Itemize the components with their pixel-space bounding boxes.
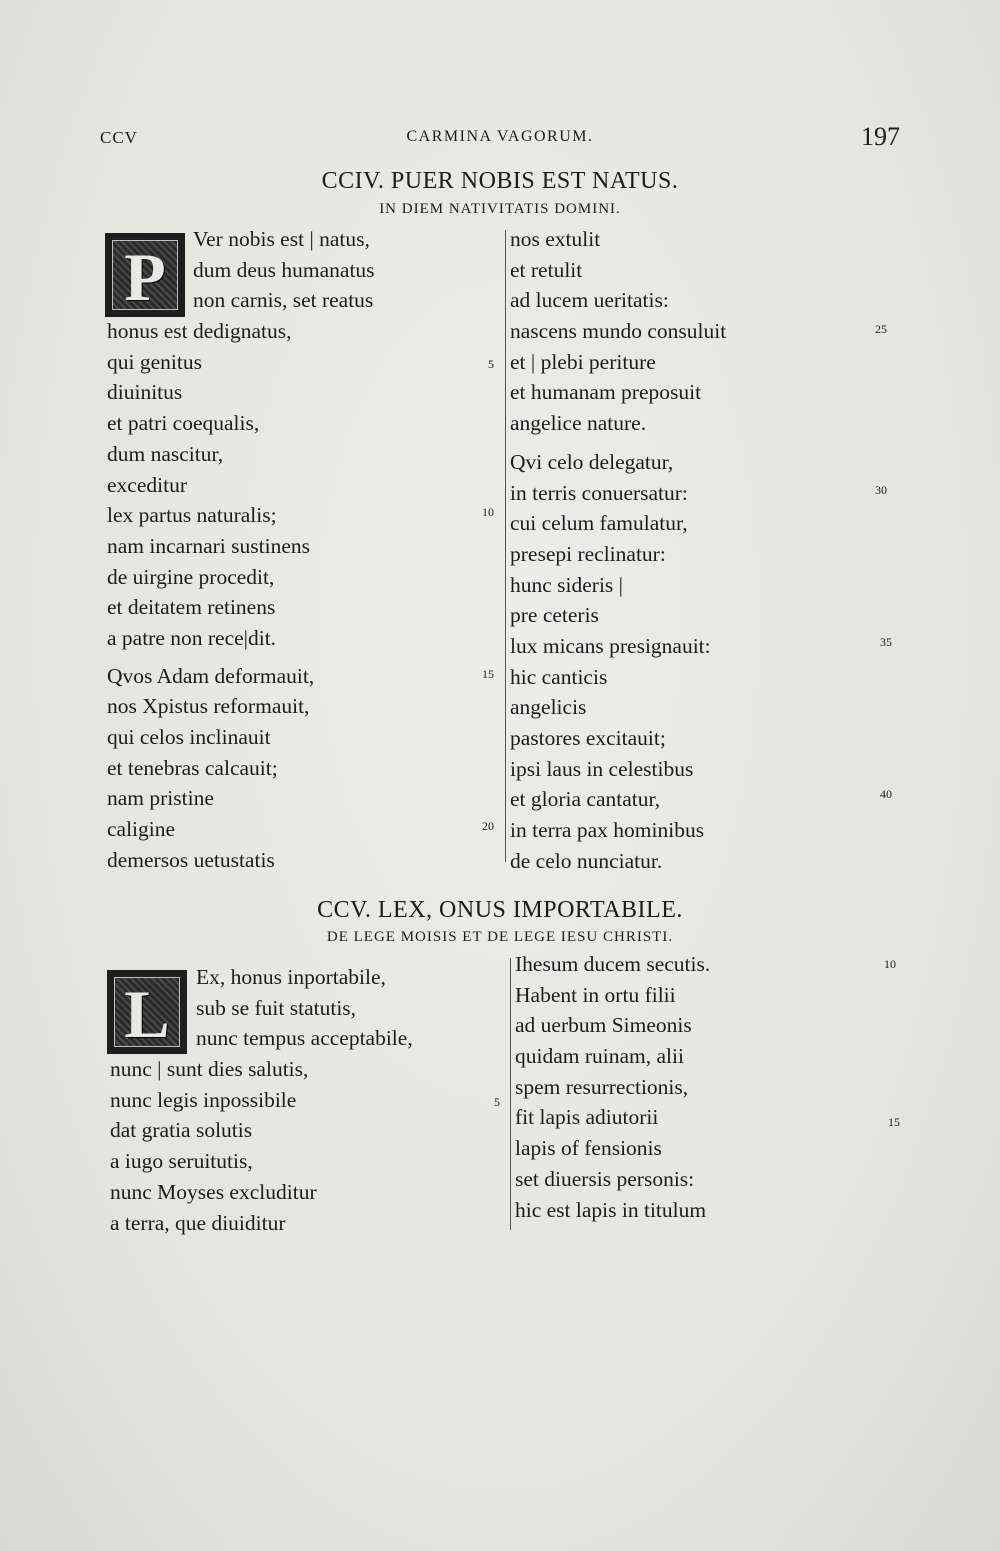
line-number: 30 bbox=[875, 483, 887, 497]
verse-line: a iugo seruitutis, bbox=[110, 1149, 253, 1174]
verse-line: pre ceteris bbox=[510, 603, 599, 628]
verse-line: et tenebras calcauit; bbox=[107, 755, 278, 780]
verse-line: lex partus naturalis; bbox=[107, 503, 277, 528]
verse-line: set diuersis personis: bbox=[515, 1166, 695, 1191]
verse-line: dat gratia solutis bbox=[110, 1118, 253, 1143]
verse-line: demersos uetustatis bbox=[107, 847, 275, 872]
line-number: 35 bbox=[880, 635, 892, 649]
verse-line: lux micans presignauit: bbox=[510, 633, 711, 658]
verse-line: de celo nunciatur. bbox=[510, 848, 663, 873]
line-number: 5 bbox=[494, 1095, 500, 1109]
poem-left-column bbox=[110, 962, 500, 1238]
verse-line: honus est dedignatus, bbox=[107, 319, 292, 344]
verse-line: et | plebi periture bbox=[510, 349, 656, 374]
verse-line: hic est lapis in titulum bbox=[515, 1197, 707, 1222]
verse-line: ad uerbum Simeonis bbox=[515, 1013, 692, 1038]
verse-line: quidam ruinam, alii bbox=[515, 1044, 684, 1069]
verse-line: nos extulit bbox=[510, 227, 601, 251]
verse-line: in terra pax hominibus bbox=[510, 818, 705, 843]
verse-line: fit lapis adiutorii bbox=[515, 1105, 659, 1130]
verse-line: nunc Moyses excluditur bbox=[110, 1179, 317, 1204]
verse-line: ipsi laus in celestibus bbox=[510, 756, 694, 781]
section-number: CCV bbox=[100, 128, 138, 147]
initial-letter: L bbox=[124, 976, 170, 1052]
verse-line: qui genitus bbox=[107, 349, 202, 374]
line-number: 20 bbox=[482, 819, 494, 833]
poem-title: CCV. LEX, ONUS IMPORTABILE. bbox=[317, 897, 683, 923]
verse-line: caligine bbox=[107, 817, 176, 842]
verse-line: nam incarnari sustinens bbox=[107, 533, 311, 558]
verse-line: nunc | sunt dies salutis, bbox=[110, 1057, 309, 1082]
verse-line: diuinitus bbox=[107, 380, 183, 405]
running-title: CARMINA VAGORUM. bbox=[406, 128, 594, 145]
line-number: 25 bbox=[875, 322, 887, 336]
verse-line: nam pristine bbox=[107, 786, 214, 811]
line-number: 10 bbox=[884, 957, 896, 971]
verse-line: Habent in ortu filii bbox=[515, 982, 676, 1007]
verse-line: spem resurrectionis, bbox=[515, 1074, 689, 1099]
verse-line: in terris conuersatur: bbox=[510, 480, 688, 505]
page-number: 197 bbox=[861, 122, 900, 151]
poem-right-column bbox=[510, 224, 870, 876]
line-number: 40 bbox=[880, 787, 892, 801]
line-number: 5 bbox=[488, 357, 494, 371]
verse-line: pastores excitauit; bbox=[510, 726, 666, 750]
line-number: 10 bbox=[482, 505, 494, 519]
verse-line: nunc tempus acceptabile, bbox=[196, 1026, 413, 1051]
verse-line: presepi reclinatur: bbox=[510, 541, 666, 566]
verse-line: a terra, que diuiditur bbox=[110, 1210, 286, 1235]
verse-line: Ver nobis est | natus, bbox=[193, 227, 370, 251]
verse-line: dum nascitur, bbox=[107, 441, 224, 466]
poem-title: CCIV. PUER NOBIS EST NATUS. bbox=[321, 168, 679, 194]
verse-line: hunc sideris | bbox=[510, 572, 623, 597]
column-divider bbox=[505, 230, 506, 862]
verse-line: et patri coequalis, bbox=[107, 411, 260, 436]
verse-line: nunc legis inpossibile bbox=[110, 1087, 297, 1112]
verse-line: et deitatem retinens bbox=[107, 595, 276, 620]
verse-line: angelicis bbox=[510, 695, 587, 720]
verse-line: de uirgine procedit, bbox=[107, 564, 275, 589]
verse-line: a patre non rece|dit. bbox=[107, 625, 277, 650]
line-number: 15 bbox=[888, 1115, 900, 1129]
poem-subtitle: DE LEGE MOISIS ET DE LEGE IESU CHRISTI. bbox=[326, 929, 674, 945]
verse-line: Ihesum ducem secutis. bbox=[515, 952, 711, 976]
initial-letter: P bbox=[124, 239, 166, 315]
running-header bbox=[100, 122, 900, 152]
verse-line: non carnis, set reatus bbox=[193, 288, 374, 313]
verse-line: Qvi celo delegatur, bbox=[510, 449, 674, 474]
verse-line: angelice nature. bbox=[510, 411, 647, 436]
verse-line: ad lucem ueritatis: bbox=[510, 288, 669, 313]
verse-line: nascens mundo consuluit bbox=[510, 319, 727, 344]
verse-line: Qvos Adam deformauit, bbox=[107, 663, 315, 688]
verse-line: lapis of fensionis bbox=[515, 1136, 662, 1161]
verse-line: cui celum famulatur, bbox=[510, 511, 688, 536]
poem-right-column bbox=[515, 949, 875, 1225]
verse-line: et humanam preposuit bbox=[510, 380, 702, 405]
verse-line: Ex, honus inportabile, bbox=[196, 965, 386, 989]
verse-line: et gloria cantatur, bbox=[510, 787, 661, 812]
poem-left-column bbox=[107, 224, 497, 875]
verse-line: nos Xpistus reformauit, bbox=[107, 694, 310, 719]
verse-line: qui celos inclinauit bbox=[107, 725, 271, 749]
verse-line: exceditur bbox=[107, 472, 187, 497]
column-divider bbox=[510, 958, 511, 1230]
verse-line: dum deus humanatus bbox=[193, 257, 375, 282]
poem-subtitle: IN DIEM NATIVITATIS DOMINI. bbox=[379, 201, 621, 217]
line-number: 15 bbox=[482, 667, 494, 681]
verse-line: hic canticis bbox=[510, 664, 608, 689]
verse-line: sub se fuit statutis, bbox=[196, 995, 357, 1020]
verse-line: et retulit bbox=[510, 257, 583, 282]
